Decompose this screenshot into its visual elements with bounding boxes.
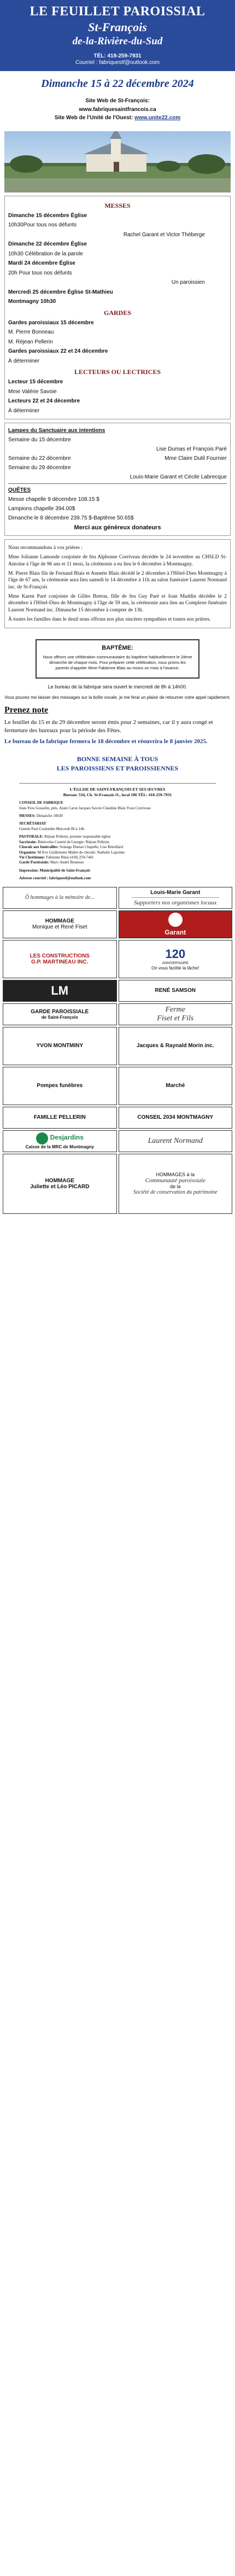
deces-item-1: Mme Jolianne Lamonde conjointe de feu Alphonse Corriveau décédée le 24 novembre au CHSLD St-Antoine à l'âge de 96 ans et 11 mois, la cérémonie a eu lieu le 6 décembre à Montmagny. bbox=[8, 554, 227, 567]
mass-4-place: Montmagny 10h30 bbox=[8, 299, 56, 305]
ad-famille-pellerin bbox=[3, 1107, 117, 1129]
lampes-title: Lampes du Sanctuaire aux intentions bbox=[8, 428, 105, 434]
gardes-15-name2: M. Réjean Pellerin bbox=[8, 338, 53, 345]
mass-4-date: Mercredi 25 décembre Église St-Mathieu bbox=[8, 289, 113, 295]
web-link-parish[interactable]: www.fabriquesaintfrancois.ca bbox=[79, 106, 156, 113]
ad-constructions bbox=[3, 940, 117, 978]
ad-lm-text: LM bbox=[51, 983, 69, 997]
bapteme-title: BAPTÊME: bbox=[102, 645, 133, 652]
mass-3-intent: 20h Pour tous nos défunts bbox=[8, 270, 72, 276]
eglise-address: Bureau: 534, Ch. St-François O., local 106 TÉL: 418-259-7931 bbox=[63, 792, 172, 797]
gardes-title: GARDES bbox=[103, 308, 131, 317]
ad-marche-name: Marché bbox=[166, 1083, 185, 1089]
header-title: LE FEUILLET PAROISSIAL bbox=[30, 4, 205, 19]
impression-credit: Impression: Municipalité de Saint-François bbox=[19, 868, 90, 873]
vie-chretienne-label: Vie Chrétienne: bbox=[19, 855, 45, 860]
lampe-row-4-week: Semaine du 29 décembre bbox=[8, 465, 71, 471]
messes-label: MESSES: bbox=[19, 813, 36, 818]
ad-desjardins-name: Desjardins bbox=[50, 1134, 84, 1142]
ad-marche bbox=[119, 1067, 233, 1105]
header-email: Courriel : fabriquestf@outlook.com bbox=[75, 60, 160, 66]
messes-title: MESSES bbox=[104, 201, 131, 209]
gardes-22-value: À déterminer bbox=[8, 358, 40, 364]
gardes-22-label: Gardes paroissiaux 22 et 24 décembre bbox=[8, 348, 108, 354]
ad-anniv-number: 120 bbox=[165, 947, 186, 961]
bonne-line-2: LES PAROISSIENS ET PAROISSIENNES bbox=[56, 764, 179, 773]
issue-date: Dimanche 15 à 22 décembre 2024 bbox=[41, 78, 194, 90]
lampe-row-1-week: Semaine du 15 décembre bbox=[8, 437, 71, 443]
lecteur-22-value: À déterminer bbox=[8, 407, 40, 414]
ad-desjardins bbox=[3, 1130, 117, 1152]
prenez-p2: Le bureau de la fabrique fermera le 18 décembre et réouvrira le 8 janvier 2025. bbox=[4, 738, 208, 745]
ad-pellerin-name: FAMILLE PELLERIN bbox=[33, 1114, 86, 1121]
ad-lmg-name: Louis-Marie Garant bbox=[150, 889, 201, 896]
ad-ferme-l2: Fiset et Fils bbox=[157, 1014, 194, 1023]
church-photo bbox=[4, 131, 231, 192]
ad-garant bbox=[119, 910, 233, 938]
lampe-row-3-names: Mme Claire Dutil Fournier bbox=[164, 455, 227, 462]
ad-ferme-l1: Ferme bbox=[165, 1005, 186, 1014]
ad-fiset-names: Monique et René Fiset bbox=[32, 924, 87, 931]
ad-samson-name: RENÉ SAMSON bbox=[155, 988, 196, 994]
quete-row-1: Messe chapelle 9 décembre 108.15 $ bbox=[8, 496, 99, 503]
header-phone: TÉL: 418-259-7931 bbox=[93, 53, 142, 59]
ad-desjardins-sub: Caisse de la MRC de Montmagny bbox=[25, 1144, 94, 1150]
deces-sympathies: À toutes les familles dans le deuil nous offrons nos plus sincères sympathies et toutes nos prières. bbox=[8, 617, 211, 623]
ad-hommage-memoire bbox=[3, 887, 117, 909]
ad-lmg-text: Supporters nos organismes locaux bbox=[134, 899, 217, 906]
quetes-title: QUÊTES bbox=[8, 487, 31, 493]
deces-intro: Nous recommandons à vos prières : bbox=[8, 545, 83, 551]
dates-block bbox=[0, 71, 235, 127]
ad-picard-names: Juliette et Léo PICARD bbox=[30, 1183, 90, 1190]
prenez-note bbox=[4, 705, 231, 773]
ad-morin bbox=[119, 1027, 233, 1065]
ad-conseil-name: CONSEIL 2034 MONTMAGNY bbox=[137, 1114, 214, 1121]
ad-comm-l1: HOMMAGES à la bbox=[156, 1172, 195, 1178]
mass-3-donor: Un paroissien bbox=[171, 279, 205, 285]
bonne-line-1: BONNE SEMAINE À TOUS bbox=[77, 755, 158, 763]
ad-ferme-fiset bbox=[119, 1003, 233, 1025]
pastorale-label: PASTORALE: bbox=[19, 834, 44, 839]
ad-comm-l2: Communauté paroissiale bbox=[145, 1177, 205, 1184]
ad-comm-l4: Société de conservation du patrimoine bbox=[133, 1189, 218, 1196]
ad-hommage-fiset bbox=[3, 910, 117, 938]
ad-anniv-slogan: On vous facilite la tâche! bbox=[151, 966, 199, 971]
eglise-info bbox=[19, 783, 216, 881]
divider bbox=[8, 483, 227, 484]
ad-rene-samson bbox=[119, 980, 233, 1002]
courriel-line: Adresse courriel : fabriquestf@outlook.com bbox=[19, 876, 91, 881]
lampe-row-3-week: Semaine du 22 décembre bbox=[8, 455, 71, 462]
ad-garant-name: Garant bbox=[164, 928, 186, 936]
desjardins-logo-icon bbox=[36, 1132, 48, 1144]
ad-anniversaire bbox=[119, 940, 233, 978]
header bbox=[0, 0, 235, 71]
organiste-value: M-Eve Guillemette Maître de chorale: Nathalie Lapointe bbox=[37, 850, 125, 855]
ad-lm bbox=[3, 980, 117, 1002]
garde-value: Marc-André Bonneau bbox=[50, 860, 84, 865]
ad-constructions-l1: LES CONSTRUCTIONS bbox=[30, 953, 90, 959]
lampes-section bbox=[4, 423, 231, 536]
ad-montminy-name: YVON MONTMINY bbox=[36, 1043, 84, 1049]
lampe-row-5-names: Louis-Marie Garant et Cécile Labrecque bbox=[130, 474, 227, 480]
web-links bbox=[2, 97, 233, 122]
mass-1-date: Dimanche 15 décembre Église bbox=[8, 212, 87, 219]
ad-desjardins-row bbox=[36, 1132, 84, 1144]
office-hours: Le bureau de la fabrique sera ouvert le mercredi de 8h à 14h00. bbox=[48, 684, 187, 690]
web-unit-label: Site Web de l'Unité de l'Ouest: bbox=[54, 115, 135, 121]
ad-laurent-normand bbox=[119, 1130, 233, 1152]
lecteur-15-label: Lecteur 15 décembre bbox=[8, 379, 63, 385]
gardes-15-name1: M. Pierre Bonneau bbox=[8, 329, 54, 335]
mass-3-date: Mardi 24 décembre Église bbox=[8, 260, 75, 266]
ad-morin-name: Jacques & Raynald Morin inc. bbox=[136, 1043, 214, 1049]
deces-section bbox=[4, 539, 231, 628]
ad-fiset-hommage: HOMMAGE bbox=[45, 918, 74, 925]
ad-garde-paroissiale bbox=[3, 1003, 117, 1025]
deces-item-2: M. Pierre Blais fils de Fernand Blais et Annette Blais décédé le 2 décembre à l'Hôtel-Dieu Montmagny à l'âge de 67 ans, la cérémonie aura lieu samedi le 14 décembre à 11h au salon funéraire Laurent Normand inc. de St-François bbox=[8, 571, 227, 590]
gardes-15-label: Gardes paroissiaux 15 décembre bbox=[8, 319, 94, 326]
ad-anniv-label: ANNIVERSAIRE bbox=[162, 961, 189, 966]
quetes-thanks: Merci aux généreux donateurs bbox=[74, 524, 161, 531]
chorale-value: Solange Dumas Chapelle, Lise Rémillard bbox=[60, 845, 124, 850]
ad-lmg-divider bbox=[132, 897, 219, 898]
ad-normand-name: Laurent Normand bbox=[148, 1136, 203, 1145]
secretariat-value: Ginette Paré Coulombe Mercredi 8h à 14h bbox=[19, 826, 84, 831]
mass-1-donor: Rachel Garant et Victor Théberge bbox=[123, 231, 205, 238]
deces-item-3: Mme Karen Paré conjointe de Gilles Breton, fille de feu Guy Paré et Joan Maddin décédée le 2 décembre à l'Hôtel-Dieu de Montmagny à l'âge de 59 ans, la cérémonie aura lieu au Complexe funéraire Laurent Normand inc. Dimanche 15 décembre à compter de 13h. bbox=[8, 594, 227, 613]
web-unit-line bbox=[2, 114, 233, 122]
sacristain-value: Bénévoles Comité de Liturgie: Réjean Pellerin bbox=[38, 839, 109, 844]
ad-yvon-montminy bbox=[3, 1027, 117, 1065]
prenez-p1: Le feuillet du 15 et du 29 décembre seront émis pour 2 semaines, car il y aura congé et fermeture des bureaux pour la période des Fêtes. bbox=[4, 719, 213, 734]
bonne-semaine bbox=[4, 755, 231, 773]
feuillet-page bbox=[0, 0, 235, 1225]
ad-louis-marie-garant bbox=[119, 887, 233, 909]
church-illustration bbox=[4, 131, 231, 192]
mass-2-date: Dimanche 22 décembre Église bbox=[8, 241, 87, 247]
garde-label: Garde Paroissiale: bbox=[19, 860, 50, 865]
messes-section bbox=[4, 196, 231, 420]
sacristain-label: Sacristain: bbox=[19, 839, 37, 844]
ad-comm-l3: de la bbox=[169, 1184, 181, 1190]
quete-row-2: Lampions chapelle 394.00$ bbox=[8, 506, 75, 512]
organiste-label: Organiste: bbox=[19, 850, 37, 855]
quete-row-3: Dimanche le 8 décembre 239.75 $-Baptême 50.65$ bbox=[8, 515, 134, 521]
ad-picard-hommage: HOMMAGE bbox=[45, 1177, 74, 1184]
prenez-title: Prenez note bbox=[4, 705, 49, 715]
web-label: Site Web de St-François: bbox=[85, 98, 150, 104]
conseil-members: Jean-Yves Gosselin, prés. Alain Caron Jacques Savoie Claudine Blais Yvan Corriveau bbox=[19, 805, 151, 810]
messes-time: Dimanche 10h30 bbox=[36, 813, 63, 818]
sponsor-grid bbox=[3, 887, 232, 1214]
ad-garde-l1: GARDE PAROISSIALE bbox=[31, 1008, 89, 1015]
conseil-label: CONSEIL DE FABRIQUE bbox=[19, 801, 63, 805]
ad-conseil-montmagny bbox=[119, 1107, 233, 1129]
footer-spacer bbox=[0, 1214, 235, 1225]
bapteme-box bbox=[36, 639, 199, 678]
pastorale-value: Réjean Pellerin, premier responsable église bbox=[44, 834, 111, 839]
chorale-label: Chorale aux funérailles: bbox=[19, 845, 59, 850]
ad-garde-l2: de Saint-François bbox=[41, 1014, 78, 1020]
header-parish: St-François bbox=[88, 20, 147, 34]
ad-constructions-l2: G.P. MARTINEAU INC. bbox=[31, 959, 89, 965]
header-parish-sub: de-la-Rivière-du-Sud bbox=[72, 36, 163, 47]
garant-logo-icon bbox=[168, 913, 183, 927]
bapteme-text: Nous offrons une célébration communautaire du baptême habituellement le 2ième dimanche de chaque mois. Pour préparer cette célébration, nous prions les parents d'appeler Mme Fabienne Blais au moins un mois à l'avance. bbox=[43, 655, 192, 670]
lecteur-22-label: Lecteurs 22 et 24 décembre bbox=[8, 398, 80, 404]
mass-2-intent: 10h30 Célébration de la parole bbox=[8, 250, 83, 257]
eglise-heading: L'ÉGLISE DE SAINT-FRANÇOIS ET SES ŒUVRES bbox=[69, 786, 166, 792]
secretariat-label: SECRÉTARIAT bbox=[19, 821, 46, 826]
ad-pompes-name: Pompes funèbres bbox=[37, 1083, 83, 1089]
vie-chretienne-value: Fabienne Blais (418) 259-7441 bbox=[46, 855, 94, 860]
ad-hommage-memoire-text: Ô hommages à la mémoire de... bbox=[25, 895, 95, 901]
web-unit-link[interactable]: www.unite22.com bbox=[134, 115, 181, 121]
lecteur-15-name: Mme Valérie Savoie bbox=[8, 388, 57, 395]
lecteurs-title: LECTEURS OU LECTRICES bbox=[74, 368, 161, 376]
lampe-row-2-names: Lise Dumas et François Paré bbox=[156, 446, 227, 452]
ad-pompes-funebres bbox=[3, 1067, 117, 1105]
voicemail-note: Vous pouvez me laisser des messages sur la boîte vocale, je me ferai un plaisir de retourner votre appel rapidement. bbox=[4, 694, 231, 700]
ad-hommages-communaute bbox=[119, 1154, 233, 1214]
mass-1-intent: 10h30Pour tous nos défunts bbox=[8, 222, 77, 228]
ad-hommage-picard bbox=[3, 1154, 117, 1214]
